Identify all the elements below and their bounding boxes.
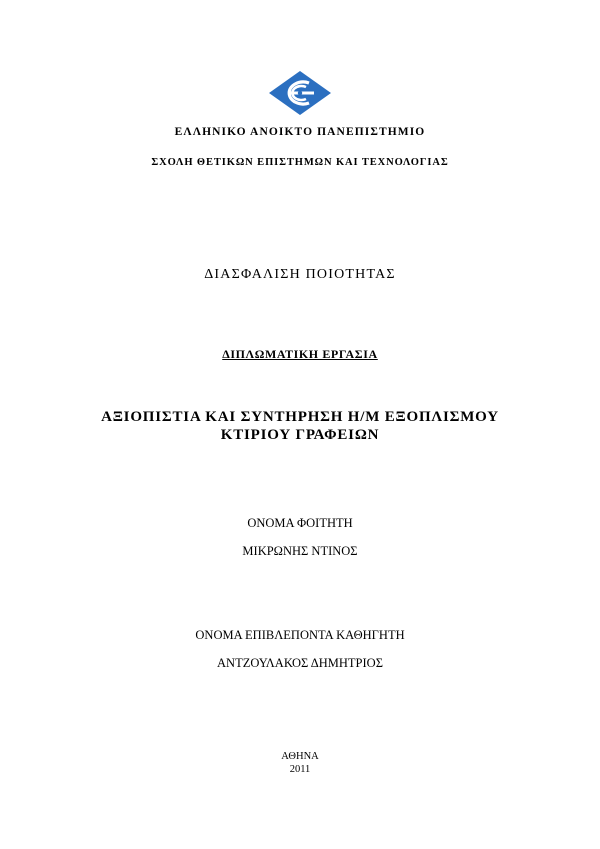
school-name: ΣΧΟΛΗ ΘΕΤΙΚΩΝ ΕΠΙΣΤΗΜΩΝ ΚΑΙ ΤΕΧΝΟΛΟΓΙΑΣ	[151, 157, 449, 168]
thesis-title-line-1: ΑΞΙΟΠΙΣΤΙΑ ΚΑΙ ΣΥΝΤΗΡΗΣΗ Η/Μ ΕΞΟΠΛΙΣΜΟΥ	[101, 409, 499, 425]
university-logo-icon	[268, 70, 332, 116]
student-label: ΟΝΟΜΑ ΦΟΙΤΗΤΗ	[247, 516, 353, 530]
document-type: ΔΙΠΛΩΜΑΤΙΚΗ ΕΡΓΑΣΙΑ	[222, 347, 378, 361]
university-name: ΕΛΛΗΝΙΚΟ ΑΝΟΙΚΤΟ ΠΑΝΕΠΙΣΤΗΜΙΟ	[174, 126, 426, 138]
course-subject: ΔΙΑΣΦΑΛΙΣΗ ΠΟΙΟΤΗΤΑΣ	[204, 267, 396, 282]
city: ΑΘΗΝΑ	[281, 751, 319, 762]
supervisor-label: ΟΝΟΜΑ ΕΠΙΒΛΕΠΟΝΤΑ ΚΑΘΗΓΗΤΗ	[195, 628, 405, 642]
year: 2011	[289, 764, 311, 775]
supervisor-name: ΑΝΤΖΟΥΛΑΚΟΣ ΔΗΜΗΤΡΙΟΣ	[217, 656, 383, 670]
student-name: ΜΙΚΡΩΝΗΣ ΝΤΙΝΟΣ	[242, 544, 358, 558]
thesis-title-line-2: ΚΤΙΡΙΟΥ ΓΡΑΦΕΙΩΝ	[220, 427, 380, 443]
